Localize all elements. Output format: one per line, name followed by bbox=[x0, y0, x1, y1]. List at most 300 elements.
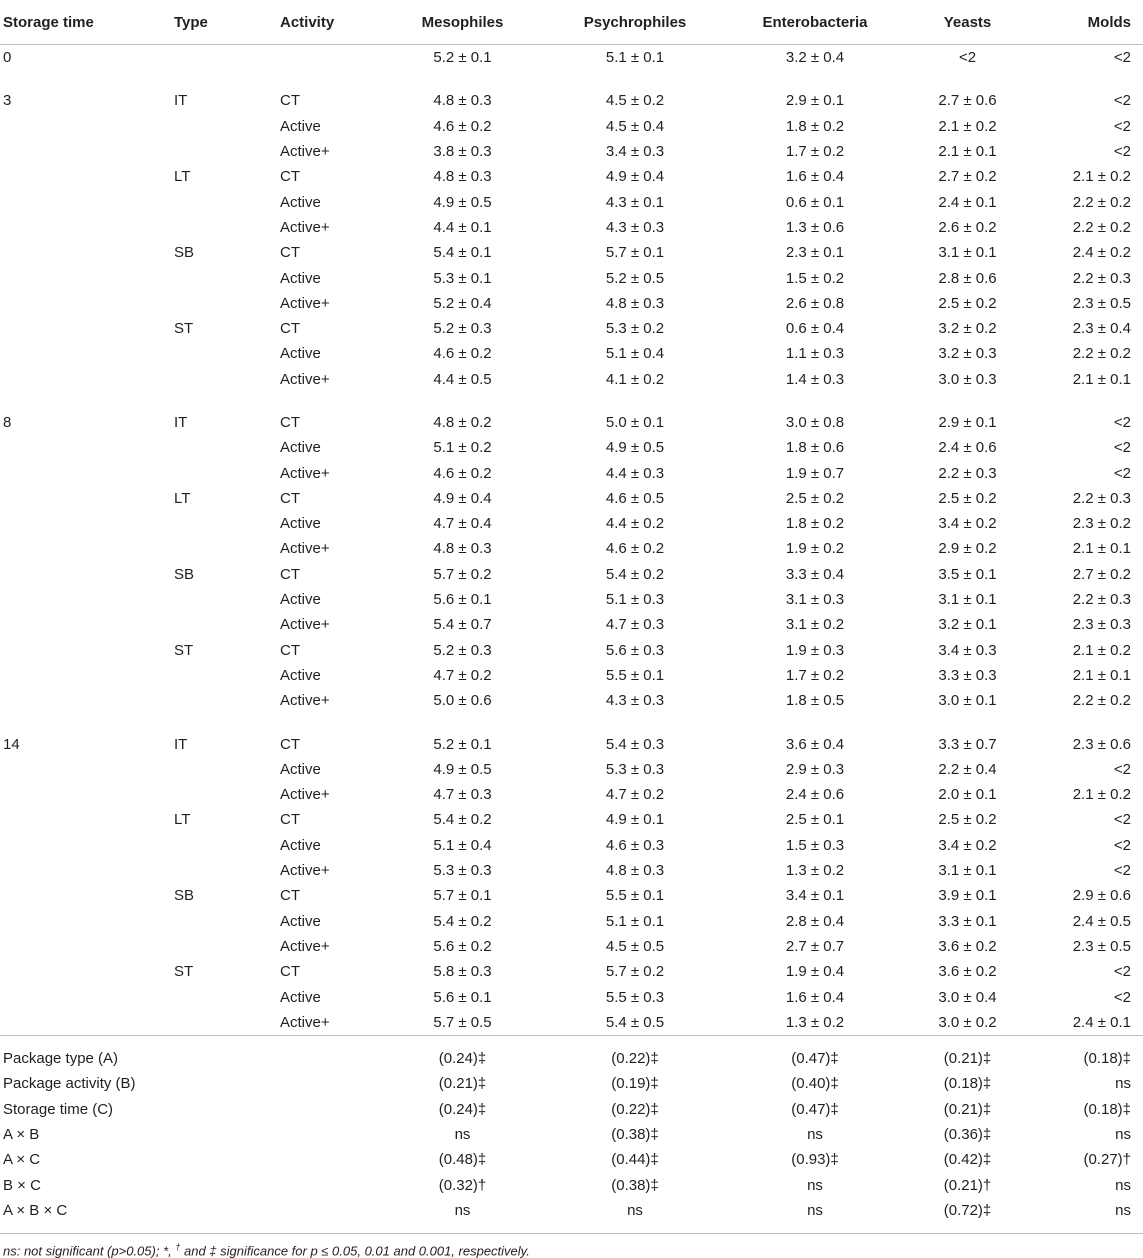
activity-cell: Active bbox=[280, 117, 321, 135]
table-row bbox=[0, 722, 1143, 756]
activity-cell: Active+ bbox=[280, 616, 330, 634]
type-cell bbox=[160, 265, 265, 290]
type-cell bbox=[160, 858, 265, 883]
footnote-part1: ns: not significant (p>0.05); *, bbox=[3, 1243, 176, 1258]
activity-cell: Active bbox=[280, 912, 321, 930]
psychrophiles-cell: 4.9 ± 0.5 bbox=[605, 439, 665, 457]
mesophiles-cell: 5.7 ± 0.2 bbox=[433, 565, 492, 583]
yeasts-cell: 3.6 ± 0.2 bbox=[938, 963, 997, 981]
table-row bbox=[0, 663, 1143, 688]
mesophiles-stat: (0.21)‡ bbox=[438, 1075, 487, 1093]
type-cell bbox=[160, 757, 265, 782]
yeasts-stat: (0.21)‡ bbox=[943, 1100, 992, 1118]
psychrophiles-stat: (0.22)‡ bbox=[611, 1100, 659, 1118]
mesophiles-cell: 5.0 ± 0.6 bbox=[433, 692, 492, 710]
psychrophiles-stat: ns bbox=[545, 1198, 725, 1234]
mesophiles-cell: 5.6 ± 0.1 bbox=[433, 591, 492, 609]
type-cell bbox=[160, 215, 265, 240]
psychrophiles-cell: 5.1 ± 0.3 bbox=[605, 591, 665, 609]
molds-cell: 2.1 ± 0.2 bbox=[1072, 168, 1131, 186]
yeasts-stat: (0.72)‡ bbox=[905, 1198, 1030, 1234]
activity-cell: Active+ bbox=[280, 1013, 330, 1031]
mesophiles-stat: (0.24)‡ bbox=[380, 1035, 545, 1071]
enterobacteria-cell: 3.0 ± 0.8 bbox=[785, 414, 845, 431]
molds-cell: <2 bbox=[1113, 117, 1131, 135]
storage-time-cell bbox=[0, 240, 160, 265]
mesophiles-cell: 4.7 ± 0.2 bbox=[433, 666, 492, 684]
storage-time-cell bbox=[0, 367, 160, 401]
mesophiles-cell: 4.6 ± 0.2 bbox=[433, 117, 492, 135]
type-cell bbox=[160, 587, 265, 612]
molds-cell: 2.9 ± 0.6 bbox=[1072, 887, 1131, 905]
molds-cell: 2.2 ± 0.2 bbox=[1072, 218, 1131, 236]
storage-time-cell bbox=[0, 114, 160, 139]
molds-cell: 2.2 ± 0.2 bbox=[1072, 193, 1131, 211]
col-header-yeasts: Yeasts bbox=[905, 0, 1030, 45]
activity-cell: Active+ bbox=[280, 862, 330, 880]
col-header-mesophiles: Mesophiles bbox=[380, 0, 545, 45]
enterobacteria-cell: 2.4 ± 0.6 bbox=[785, 786, 845, 804]
yeasts-cell: 3.6 ± 0.2 bbox=[938, 937, 997, 955]
table-row bbox=[0, 265, 1143, 290]
activity-cell: Active+ bbox=[280, 786, 330, 804]
storage-time-cell bbox=[0, 638, 160, 663]
storage-time-cell bbox=[0, 833, 160, 858]
table-row bbox=[0, 460, 1143, 485]
psychrophiles-cell: 4.7 ± 0.2 bbox=[605, 786, 665, 804]
enterobacteria-cell: 0.6 ± 0.4 bbox=[785, 320, 845, 338]
molds-cell: 2.3 ± 0.5 bbox=[1072, 294, 1131, 312]
storage-time-cell bbox=[0, 215, 160, 240]
yeasts-cell: 3.9 ± 0.1 bbox=[938, 887, 997, 905]
table-row bbox=[0, 291, 1143, 316]
table-row bbox=[0, 341, 1143, 366]
storage-time-cell bbox=[0, 460, 160, 485]
psychrophiles-cell: 4.5 ± 0.2 bbox=[605, 92, 665, 110]
activity-cell: Active+ bbox=[280, 370, 330, 388]
yeasts-cell: 2.9 ± 0.1 bbox=[938, 414, 997, 431]
enterobacteria-cell: 1.5 ± 0.2 bbox=[785, 269, 845, 287]
mesophiles-cell: 5.6 ± 0.1 bbox=[433, 988, 492, 1006]
table-row bbox=[0, 367, 1143, 401]
molds-cell: 2.1 ± 0.2 bbox=[1072, 786, 1131, 804]
molds-cell: <2 bbox=[1113, 988, 1131, 1006]
enterobacteria-stat: (0.40)‡ bbox=[791, 1075, 839, 1093]
stats-row bbox=[0, 1198, 1143, 1234]
molds-stat: ns bbox=[1115, 1126, 1131, 1144]
molds-cell: <2 bbox=[1113, 836, 1131, 854]
psychrophiles-cell: 5.1 ± 0.1 bbox=[605, 912, 665, 930]
yeasts-cell: 2.2 ± 0.4 bbox=[938, 760, 997, 778]
enterobacteria-cell: 1.9 ± 0.3 bbox=[785, 641, 845, 659]
yeasts-cell: 2.4 ± 0.1 bbox=[938, 193, 997, 211]
molds-stat: ns bbox=[1030, 1198, 1143, 1234]
psychrophiles-cell: 5.7 ± 0.1 bbox=[605, 244, 665, 262]
table-row bbox=[0, 638, 1143, 663]
molds-cell: <2 bbox=[1113, 862, 1131, 880]
molds-stat: (0.18)‡ bbox=[1030, 1035, 1143, 1071]
molds-cell: 2.2 ± 0.2 bbox=[1072, 345, 1131, 363]
enterobacteria-cell: 1.8 ± 0.6 bbox=[785, 439, 845, 457]
enterobacteria-cell: 3.1 ± 0.2 bbox=[785, 616, 845, 634]
storage-time-cell bbox=[0, 663, 160, 688]
enterobacteria-cell: 1.3 ± 0.2 bbox=[785, 862, 845, 880]
mesophiles-cell: 5.2 ± 0.1 bbox=[433, 735, 492, 753]
psychrophiles-cell: 4.9 ± 0.1 bbox=[605, 811, 665, 829]
mesophiles-cell: 5.7 ± 0.1 bbox=[433, 887, 492, 905]
stats-row bbox=[0, 1035, 1143, 1071]
type-cell: LT bbox=[174, 489, 191, 507]
type-cell bbox=[160, 612, 265, 637]
activity-cell: CT bbox=[280, 641, 300, 659]
yeasts-cell: 3.0 ± 0.1 bbox=[938, 692, 997, 710]
mesophiles-cell: 5.2 ± 0.3 bbox=[433, 320, 492, 338]
stats-label-cell: B × C bbox=[3, 1176, 41, 1194]
type-cell: SB bbox=[174, 244, 195, 262]
storage-time-cell bbox=[0, 511, 160, 536]
table-footnote bbox=[0, 1234, 1143, 1258]
yeasts-cell: 3.3 ± 0.3 bbox=[938, 666, 997, 684]
type-cell bbox=[160, 782, 265, 807]
molds-cell: 2.3 ± 0.3 bbox=[1072, 616, 1131, 634]
yeasts-cell: 3.4 ± 0.2 bbox=[938, 836, 997, 854]
activity-cell: CT bbox=[280, 565, 300, 583]
type-cell bbox=[160, 291, 265, 316]
type-cell: LT bbox=[174, 168, 191, 186]
molds-cell: <2 bbox=[1113, 49, 1131, 67]
table-row bbox=[0, 562, 1143, 587]
molds-cell: <2 bbox=[1113, 439, 1131, 457]
mesophiles-cell: 4.8 ± 0.2 bbox=[433, 414, 492, 431]
molds-cell: 2.4 ± 0.1 bbox=[1072, 1013, 1131, 1031]
type-cell: ST bbox=[174, 320, 194, 338]
activity-cell: Active bbox=[280, 988, 321, 1006]
mesophiles-cell: 5.2 ± 0.4 bbox=[433, 294, 492, 312]
mesophiles-cell: 5.7 ± 0.5 bbox=[433, 1013, 492, 1031]
enterobacteria-cell: 1.3 ± 0.6 bbox=[785, 218, 845, 236]
type-cell: IT bbox=[174, 735, 188, 753]
table-row bbox=[0, 139, 1143, 164]
table-row bbox=[0, 688, 1143, 722]
psychrophiles-cell: 5.6 ± 0.3 bbox=[605, 641, 665, 659]
psychrophiles-cell: 4.5 ± 0.4 bbox=[605, 117, 665, 135]
stats-row bbox=[0, 1097, 1143, 1122]
activity-cell: Active bbox=[280, 760, 321, 778]
yeasts-cell: 3.1 ± 0.1 bbox=[938, 591, 997, 609]
psychrophiles-cell: 4.6 ± 0.2 bbox=[605, 540, 665, 558]
activity-cell: CT bbox=[280, 963, 300, 981]
table-row bbox=[0, 215, 1143, 240]
type-cell: ST bbox=[174, 641, 194, 659]
table-row bbox=[0, 757, 1143, 782]
enterobacteria-cell: 2.9 ± 0.3 bbox=[785, 760, 845, 778]
mesophiles-cell: 5.2 ± 0.1 bbox=[433, 49, 492, 67]
type-cell bbox=[160, 189, 265, 214]
storage-time-cell bbox=[0, 1010, 160, 1036]
type-cell bbox=[160, 909, 265, 934]
mesophiles-stat: (0.24)‡ bbox=[438, 1100, 487, 1118]
table-row bbox=[0, 833, 1143, 858]
mesophiles-cell: 3.8 ± 0.3 bbox=[433, 143, 492, 161]
table-row bbox=[0, 883, 1143, 908]
type-cell: IT bbox=[174, 414, 188, 431]
storage-time-cell: 3 bbox=[3, 92, 12, 110]
table-row bbox=[0, 959, 1143, 984]
activity-cell: Active+ bbox=[280, 294, 330, 312]
activity-cell: Active bbox=[280, 345, 321, 363]
mesophiles-cell: 4.6 ± 0.2 bbox=[433, 345, 492, 363]
yeasts-cell: 2.5 ± 0.2 bbox=[938, 489, 997, 507]
yeasts-cell: 3.4 ± 0.3 bbox=[938, 641, 997, 659]
mesophiles-cell: 4.7 ± 0.4 bbox=[433, 515, 492, 533]
molds-cell: 2.2 ± 0.3 bbox=[1072, 489, 1131, 507]
mesophiles-cell: 4.9 ± 0.4 bbox=[433, 489, 492, 507]
psychrophiles-stat: (0.22)‡ bbox=[545, 1035, 725, 1071]
psychrophiles-cell: 5.0 ± 0.1 bbox=[605, 414, 665, 431]
activity-cell: Active bbox=[280, 591, 321, 609]
table-row bbox=[0, 782, 1143, 807]
yeasts-cell: 2.7 ± 0.2 bbox=[938, 168, 997, 186]
mesophiles-cell: 5.1 ± 0.4 bbox=[433, 836, 492, 854]
yeasts-cell: 3.3 ± 0.1 bbox=[938, 912, 997, 930]
psychrophiles-stat: (0.38)‡ bbox=[611, 1126, 659, 1144]
molds-cell: <2 bbox=[1113, 811, 1131, 829]
footnote-part2: and ‡ significance for p ≤ 0.05, 0.01 and 0.001, respectively. bbox=[180, 1243, 530, 1258]
storage-time-cell bbox=[0, 341, 160, 366]
enterobacteria-stat: ns bbox=[725, 1198, 905, 1234]
storage-time-cell bbox=[0, 934, 160, 959]
psychrophiles-cell: 4.6 ± 0.3 bbox=[605, 836, 665, 854]
mesophiles-stat: (0.32)† bbox=[438, 1176, 487, 1194]
stats-label-cell: A × C bbox=[3, 1151, 41, 1169]
table-row bbox=[0, 612, 1143, 637]
mesophiles-cell: 4.7 ± 0.3 bbox=[433, 786, 492, 804]
activity-cell: Active bbox=[280, 269, 321, 287]
activity-cell: Active+ bbox=[280, 692, 330, 710]
psychrophiles-cell: 4.1 ± 0.2 bbox=[605, 370, 665, 388]
enterobacteria-cell: 1.6 ± 0.4 bbox=[785, 988, 845, 1006]
enterobacteria-cell: 3.1 ± 0.3 bbox=[785, 591, 845, 609]
molds-cell: 2.2 ± 0.3 bbox=[1072, 269, 1131, 287]
mesophiles-cell: 4.8 ± 0.3 bbox=[433, 92, 492, 110]
activity-cell: Active bbox=[280, 515, 321, 533]
table-row bbox=[0, 1010, 1143, 1036]
yeasts-cell: 2.1 ± 0.2 bbox=[938, 117, 997, 135]
stats-label-cell: Package activity (B) bbox=[3, 1075, 136, 1093]
table-row bbox=[0, 486, 1143, 511]
enterobacteria-cell: 2.7 ± 0.7 bbox=[785, 937, 845, 955]
yeasts-cell: 3.2 ± 0.3 bbox=[938, 345, 997, 363]
yeasts-cell: 2.5 ± 0.2 bbox=[938, 811, 997, 829]
activity-cell: CT bbox=[280, 168, 300, 186]
enterobacteria-cell: 3.2 ± 0.4 bbox=[785, 49, 845, 67]
molds-cell: 2.2 ± 0.3 bbox=[1072, 591, 1131, 609]
molds-cell: <2 bbox=[1113, 760, 1131, 778]
activity-cell: Active+ bbox=[280, 464, 330, 482]
mesophiles-stat: ns bbox=[454, 1126, 471, 1144]
col-header-psychrophiles: Psychrophiles bbox=[545, 0, 725, 45]
type-cell: SB bbox=[174, 887, 195, 905]
psychrophiles-cell: 5.4 ± 0.5 bbox=[605, 1013, 665, 1031]
table-row bbox=[0, 401, 1143, 435]
enterobacteria-cell: 1.3 ± 0.2 bbox=[785, 1013, 845, 1031]
table-row bbox=[0, 587, 1143, 612]
enterobacteria-cell: 1.1 ± 0.3 bbox=[785, 345, 845, 363]
storage-time-cell: 8 bbox=[3, 414, 12, 431]
molds-stat: (0.18)‡ bbox=[1083, 1100, 1131, 1118]
stats-label-cell: A × B × C bbox=[0, 1198, 380, 1234]
activity-cell: Active+ bbox=[280, 218, 330, 236]
enterobacteria-cell: 1.8 ± 0.2 bbox=[785, 515, 845, 533]
enterobacteria-cell: 1.8 ± 0.2 bbox=[785, 117, 845, 135]
mesophiles-cell: 5.2 ± 0.3 bbox=[433, 641, 492, 659]
psychrophiles-cell: 5.1 ± 0.4 bbox=[605, 345, 665, 363]
enterobacteria-stat: (0.93)‡ bbox=[791, 1151, 839, 1169]
yeasts-cell: 3.2 ± 0.2 bbox=[938, 320, 997, 338]
psychrophiles-cell: 4.4 ± 0.2 bbox=[605, 515, 665, 533]
type-cell bbox=[160, 139, 265, 164]
psychrophiles-cell: 5.5 ± 0.3 bbox=[605, 988, 665, 1006]
enterobacteria-cell: 3.3 ± 0.4 bbox=[785, 565, 845, 583]
psychrophiles-cell: 4.9 ± 0.4 bbox=[605, 168, 665, 186]
molds-cell: 2.2 ± 0.2 bbox=[1072, 692, 1131, 710]
psychrophiles-cell: 4.6 ± 0.5 bbox=[605, 489, 665, 507]
mesophiles-cell: 4.6 ± 0.2 bbox=[433, 464, 492, 482]
psychrophiles-cell: 5.1 ± 0.1 bbox=[605, 49, 665, 67]
yeasts-cell: 3.2 ± 0.1 bbox=[938, 616, 997, 634]
enterobacteria-stat: ns bbox=[807, 1126, 823, 1144]
storage-time-cell bbox=[0, 316, 160, 341]
psychrophiles-cell: 4.8 ± 0.3 bbox=[605, 294, 665, 312]
enterobacteria-stat: (0.47)‡ bbox=[791, 1100, 839, 1118]
molds-cell: 2.1 ± 0.2 bbox=[1072, 641, 1131, 659]
yeasts-cell: 2.2 ± 0.3 bbox=[938, 464, 997, 482]
activity-cell: CT bbox=[280, 244, 300, 262]
type-cell bbox=[160, 367, 265, 401]
type-cell bbox=[160, 984, 265, 1009]
molds-cell: <2 bbox=[1113, 92, 1131, 110]
mesophiles-cell: 5.3 ± 0.1 bbox=[433, 269, 492, 287]
type-cell bbox=[160, 114, 265, 139]
enterobacteria-cell: 1.5 ± 0.3 bbox=[785, 836, 845, 854]
psychrophiles-cell: 5.3 ± 0.2 bbox=[605, 320, 665, 338]
enterobacteria-cell: 1.9 ± 0.7 bbox=[785, 464, 845, 482]
yeasts-cell: 3.5 ± 0.1 bbox=[938, 565, 997, 583]
storage-time-cell bbox=[0, 688, 160, 722]
yeasts-cell: 2.8 ± 0.6 bbox=[938, 269, 997, 287]
mesophiles-stat: (0.48)‡ bbox=[438, 1151, 487, 1169]
molds-cell: <2 bbox=[1113, 464, 1131, 482]
psychrophiles-stat: (0.44)‡ bbox=[611, 1151, 659, 1169]
yeasts-cell: 2.9 ± 0.2 bbox=[938, 540, 997, 558]
type-cell: ST bbox=[174, 963, 194, 981]
table-row bbox=[0, 858, 1143, 883]
yeasts-stat: (0.21)‡ bbox=[905, 1035, 1030, 1071]
stats-row bbox=[0, 1172, 1143, 1197]
enterobacteria-cell: 3.6 ± 0.4 bbox=[785, 735, 845, 753]
psychrophiles-cell: 5.4 ± 0.3 bbox=[605, 735, 665, 753]
molds-cell: 2.1 ± 0.1 bbox=[1072, 540, 1131, 558]
yeasts-stat: (0.36)‡ bbox=[943, 1126, 992, 1144]
mesophiles-cell: 5.4 ± 0.2 bbox=[433, 811, 492, 829]
molds-cell: 2.4 ± 0.2 bbox=[1072, 244, 1131, 262]
molds-cell: 2.3 ± 0.4 bbox=[1072, 320, 1131, 338]
table-row bbox=[0, 79, 1143, 113]
table-row bbox=[0, 240, 1143, 265]
psychrophiles-stat: (0.19)‡ bbox=[611, 1075, 659, 1093]
yeasts-cell: 3.3 ± 0.7 bbox=[938, 735, 997, 753]
type-cell bbox=[160, 688, 265, 722]
storage-time-cell bbox=[0, 883, 160, 908]
mesophiles-cell: 5.4 ± 0.1 bbox=[433, 244, 492, 262]
activity-cell: Active bbox=[280, 666, 321, 684]
col-header-storage-time: Storage time bbox=[0, 0, 160, 45]
activity-cell: CT bbox=[280, 320, 300, 338]
table-row bbox=[0, 114, 1143, 139]
psychrophiles-stat: (0.38)‡ bbox=[611, 1176, 659, 1194]
mesophiles-cell: 5.4 ± 0.7 bbox=[433, 616, 492, 634]
storage-time-cell bbox=[0, 959, 160, 984]
yeasts-cell: 3.1 ± 0.1 bbox=[938, 862, 997, 880]
table-row bbox=[0, 435, 1143, 460]
type-cell bbox=[160, 45, 265, 80]
table-row bbox=[0, 164, 1143, 189]
psychrophiles-cell: 4.4 ± 0.3 bbox=[605, 464, 665, 482]
mesophiles-cell: 4.4 ± 0.5 bbox=[433, 370, 492, 388]
storage-time-cell bbox=[0, 486, 160, 511]
psychrophiles-cell: 4.7 ± 0.3 bbox=[605, 616, 665, 634]
psychrophiles-cell: 4.3 ± 0.1 bbox=[605, 193, 665, 211]
stats-row bbox=[0, 1147, 1143, 1172]
yeasts-stat: (0.18)‡ bbox=[943, 1075, 992, 1093]
activity-cell: CT bbox=[280, 92, 300, 110]
molds-cell: 2.3 ± 0.2 bbox=[1072, 515, 1131, 533]
enterobacteria-cell: 1.7 ± 0.2 bbox=[785, 666, 845, 684]
psychrophiles-cell: 5.2 ± 0.5 bbox=[605, 269, 665, 287]
storage-time-cell bbox=[0, 858, 160, 883]
activity-cell: Active bbox=[280, 439, 321, 457]
mesophiles-cell: 4.4 ± 0.1 bbox=[433, 218, 492, 236]
psychrophiles-cell: 5.7 ± 0.2 bbox=[605, 963, 665, 981]
molds-cell: 2.1 ± 0.1 bbox=[1072, 666, 1131, 684]
yeasts-cell: 2.1 ± 0.1 bbox=[938, 143, 997, 161]
type-cell bbox=[160, 1010, 265, 1036]
col-header-molds: Molds bbox=[1030, 0, 1143, 45]
yeasts-cell: 2.0 ± 0.1 bbox=[938, 786, 997, 804]
type-cell bbox=[160, 663, 265, 688]
storage-time-cell: 14 bbox=[3, 735, 20, 753]
yeasts-cell: 3.4 ± 0.2 bbox=[938, 515, 997, 533]
table-body bbox=[0, 45, 1143, 1234]
enterobacteria-stat: (0.47)‡ bbox=[725, 1035, 905, 1071]
enterobacteria-stat: ns bbox=[807, 1176, 823, 1194]
storage-time-cell bbox=[0, 782, 160, 807]
psychrophiles-cell: 5.4 ± 0.2 bbox=[605, 565, 665, 583]
yeasts-cell: 2.7 ± 0.6 bbox=[938, 92, 997, 110]
enterobacteria-cell: 2.5 ± 0.1 bbox=[785, 811, 845, 829]
storage-time-cell bbox=[0, 587, 160, 612]
table-row bbox=[0, 934, 1143, 959]
type-cell: IT bbox=[174, 92, 188, 110]
psychrophiles-cell: 5.5 ± 0.1 bbox=[605, 887, 665, 905]
enterobacteria-cell: 2.9 ± 0.1 bbox=[785, 92, 845, 110]
stats-label-cell: A × B bbox=[3, 1126, 40, 1144]
type-cell bbox=[160, 934, 265, 959]
table-row bbox=[0, 316, 1143, 341]
storage-time-cell bbox=[0, 909, 160, 934]
mesophiles-stat: ns bbox=[380, 1198, 545, 1234]
mesophiles-cell: 4.9 ± 0.5 bbox=[433, 760, 492, 778]
